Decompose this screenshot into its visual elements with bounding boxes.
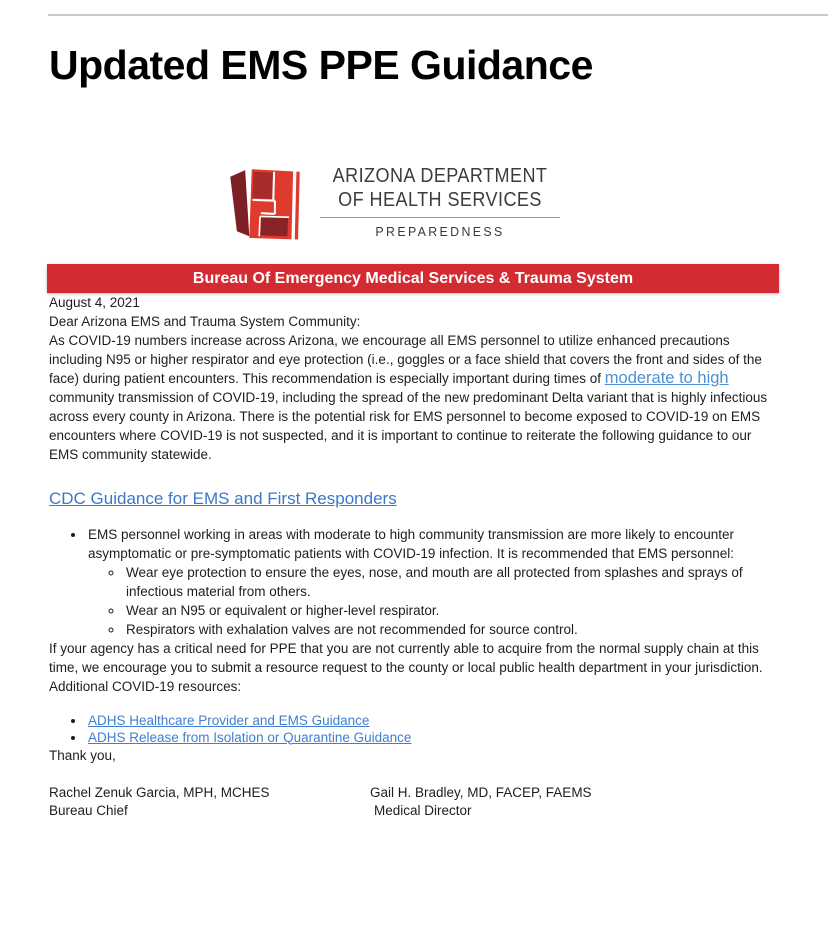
- list-item: ◦ Respirators with exhalation valves are not recommended for source control.: [124, 620, 780, 639]
- org-name-line2: OF HEALTH SERVICES: [338, 188, 542, 211]
- adhs-logo-text: [318, 160, 562, 239]
- intro-paragraph: [49, 331, 780, 464]
- moderate-to-high-link[interactable]: moderate to high: [604, 369, 729, 387]
- adhs-logo-icon: [222, 160, 308, 248]
- top-divider: [48, 14, 828, 16]
- list-item: [86, 713, 780, 730]
- adhs-provider-guidance-link[interactable]: ADHS Healthcare Provider and EMS Guidance: [88, 713, 370, 728]
- adhs-logo: [0, 160, 806, 248]
- signer-title: Bureau Chief: [49, 803, 128, 818]
- resources-label: Additional COVID-19 resources:: [49, 679, 242, 694]
- list-item: ◦ Wear eye protection to ensure the eyes, nose, and mouth are all protected from splashes and sprays of infectious material from others.: [124, 563, 780, 601]
- intro-text-before-link: As COVID-19 numbers increase across Arizona, we encourage all EMS personnel to utilize enhanced precautions including N95 or higher respirator and eye protection (i.e., goggles or a face shield that covers the front and sides of the face) during patient encounters. This recommendation is especially important during times of: [49, 333, 762, 386]
- date-line: August 4, 2021: [49, 295, 140, 310]
- guidance-bullet-text: EMS personnel working in areas with moderate to high community transmission are more likely to encounter asymptomatic or pre-symptomatic patients with COVID-19 infection. It is recommended that EMS personnel:: [88, 527, 735, 561]
- division-name: PREPAREDNESS: [375, 224, 505, 239]
- signer-title: Medical Director: [374, 803, 472, 818]
- org-name-line1: ARIZONA DEPARTMENT: [332, 164, 548, 187]
- signature-medical-director: [370, 784, 592, 820]
- list-item: [86, 730, 780, 747]
- bureau-banner: Bureau Of Emergency Medical Services & Trauma System: [47, 264, 779, 293]
- page-title: Updated EMS PPE Guidance: [49, 42, 593, 88]
- logo-divider: [320, 217, 560, 218]
- signature-bureau-chief: [49, 784, 370, 820]
- letter-body: [0, 293, 828, 840]
- guidance-list: [49, 525, 780, 639]
- resource-links-list: [49, 713, 780, 746]
- list-item: [86, 525, 780, 639]
- closing-line: Thank you,: [49, 748, 116, 763]
- signature-block: [49, 784, 780, 820]
- signer-name: Gail H. Bradley, MD, FACEP, FAEMS: [370, 785, 592, 800]
- signer-name: Rachel Zenuk Garcia, MPH, MCHES: [49, 785, 270, 800]
- cdc-guidance-link[interactable]: CDC Guidance for EMS and First Responders: [49, 489, 397, 508]
- supply-paragraph: If your agency has a critical need for PPE that you are not currently able to acquire from the normal supply chain at this time, we encourage you to submit a resource request to the county or local public health department in your jurisdiction.: [49, 641, 763, 675]
- list-item: ◦ Wear an N95 or equivalent or higher-level respirator.: [124, 601, 780, 620]
- guidance-sub-list: [88, 563, 780, 639]
- salutation: Dear Arizona EMS and Trauma System Community:: [49, 314, 361, 329]
- intro-text-after-link: community transmission of COVID-19, including the spread of the new predominant Delta variant that is highly infectious across every county in Arizona. There is the potential risk for EMS personnel to become exposed to COVID-19 on EMS encounters where COVID-19 is not suspected, and it is important to continue to reiterate the following guidance to our EMS community statewide.: [49, 390, 768, 462]
- adhs-isolation-guidance-link[interactable]: ADHS Release from Isolation or Quarantine Guidance: [88, 729, 412, 745]
